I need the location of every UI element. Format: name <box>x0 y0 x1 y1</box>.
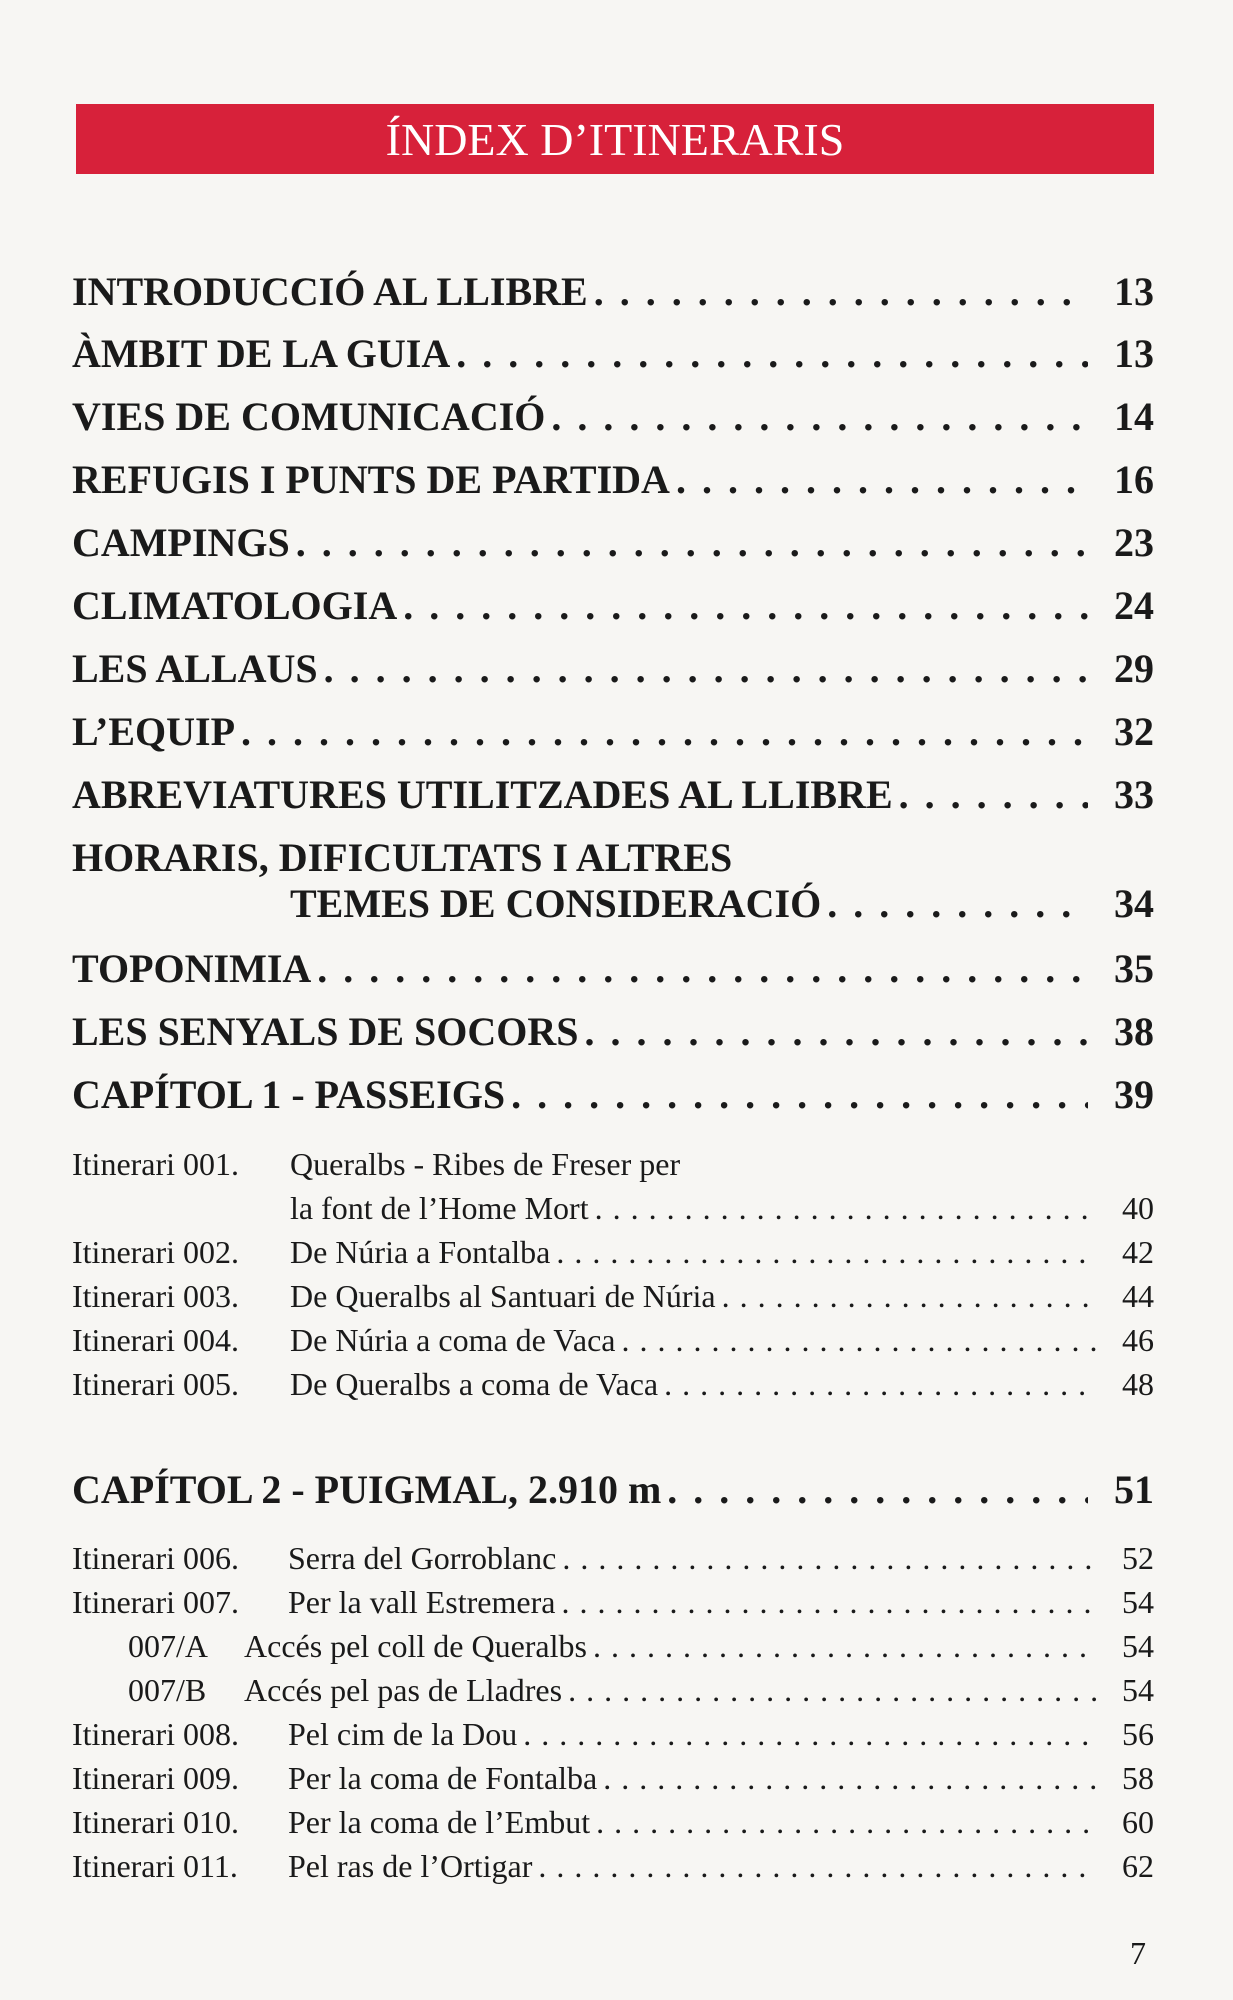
dot-leader <box>538 1848 1098 1885</box>
itinerari-page: 62 <box>1122 1848 1154 1884</box>
toc-entry-label: ÀMBIT DE LA GUIA <box>72 331 451 376</box>
itinerari-007b <box>128 1672 1154 1712</box>
itinerari-code: 007/B <box>128 1672 207 1708</box>
dot-leader <box>456 330 1088 377</box>
itinerari-label: De Núria a Fontalba <box>290 1234 551 1270</box>
itinerari-code: Itinerari 003. <box>72 1278 240 1314</box>
itinerari-code: Itinerari 007. <box>72 1584 240 1620</box>
dot-leader <box>296 519 1088 566</box>
toc-entry-campings <box>72 519 1154 569</box>
toc-entry-page: 23 <box>1114 520 1154 565</box>
itinerari-label: Accés pel pas de Lladres <box>244 1672 563 1708</box>
itinerari-004 <box>72 1322 1154 1362</box>
itinerari-001-code: Itinerari 001. <box>72 1146 240 1182</box>
itinerari-page: 58 <box>1122 1760 1154 1796</box>
dot-leader <box>523 1716 1098 1753</box>
itinerari-010 <box>72 1804 1154 1844</box>
toc-entry-horaris <box>290 880 1154 930</box>
toc-entry-label: TEMES DE CONSIDERACIÓ <box>290 881 822 926</box>
toc-entry-capitol-2 <box>72 1466 1154 1516</box>
dot-leader <box>556 1234 1098 1271</box>
index-title: ÍNDEX D’ITINERARIS <box>385 113 845 165</box>
itinerari-007 <box>72 1584 1154 1624</box>
toc-entry-introduccio <box>72 268 1154 318</box>
toc-entry-label: CAMPINGS <box>72 520 290 565</box>
toc-entry-page: 32 <box>1114 709 1154 754</box>
dot-leader <box>595 1190 1098 1227</box>
itinerari-code: Itinerari 004. <box>72 1322 240 1358</box>
itinerari-page: 46 <box>1122 1322 1154 1358</box>
dot-leader <box>568 1672 1098 1709</box>
toc-entry-page: 13 <box>1114 331 1154 376</box>
itinerari-label: Pel cim de la Dou <box>288 1716 518 1752</box>
itinerari-code: Itinerari 002. <box>72 1234 240 1270</box>
toc-entry-page: 39 <box>1114 1072 1154 1117</box>
toc-entry-equip <box>72 708 1154 758</box>
itinerari-label: la font de l’Home Mort <box>290 1190 589 1226</box>
itinerari-label: De Queralbs a coma de Vaca <box>290 1366 659 1402</box>
toc-entry-socors <box>72 1008 1154 1058</box>
dot-leader <box>667 1466 1088 1513</box>
itinerari-001 <box>290 1190 1154 1230</box>
itinerari-code: Itinerari 009. <box>72 1760 240 1796</box>
itinerari-011 <box>72 1848 1154 1888</box>
itinerari-code: Itinerari 005. <box>72 1366 240 1402</box>
toc-entry-page: 51 <box>1114 1467 1154 1512</box>
itinerari-page: 42 <box>1122 1234 1154 1270</box>
toc-entry-label: CAPÍTOL 1 - PASSEIGS <box>72 1072 506 1117</box>
itinerari-label: De Queralbs al Santuari de Núria <box>290 1278 716 1314</box>
page-number: 7 <box>1130 1935 1146 1971</box>
toc-entry-page: 14 <box>1114 394 1154 439</box>
toc-entry-label: CAPÍTOL 2 - PUIGMAL, 2.910 m <box>72 1467 662 1512</box>
dot-leader <box>403 582 1088 629</box>
itinerari-008 <box>72 1716 1154 1756</box>
dot-leader <box>664 1366 1098 1403</box>
dot-leader <box>511 1071 1088 1118</box>
itinerari-code: 007/A <box>128 1628 208 1664</box>
toc-entry-page: 29 <box>1114 646 1154 691</box>
itinerari-label: Per la coma de l’Embut <box>288 1804 591 1840</box>
toc-entry-page: 33 <box>1114 772 1154 817</box>
itinerari-006 <box>72 1540 1154 1580</box>
itinerari-001-line1: Queralbs - Ribes de Freser per <box>290 1146 681 1182</box>
toc-entry-label: L’EQUIP <box>72 709 236 754</box>
toc-entry-ambit <box>72 330 1154 380</box>
toc-entry-label: VIES DE COMUNICACIÓ <box>72 394 546 439</box>
dot-leader <box>594 268 1088 315</box>
itinerari-code: Itinerari 011. <box>72 1848 238 1884</box>
dot-leader <box>827 880 1088 927</box>
toc-entry-allaus <box>72 645 1154 695</box>
toc-entry-vies <box>72 393 1154 443</box>
toc-entry-label: LES ALLAUS <box>72 646 318 691</box>
itinerari-009 <box>72 1760 1154 1800</box>
toc-entry-horaris-line1: HORARIS, DIFICULTATS I ALTRES <box>72 835 733 880</box>
itinerari-page: 52 <box>1122 1540 1154 1576</box>
dot-leader <box>899 771 1088 818</box>
toc-entry-abreviatures <box>72 771 1154 821</box>
itinerari-007a <box>128 1628 1154 1668</box>
index-title-banner <box>76 104 1154 174</box>
dot-leader <box>621 1322 1098 1359</box>
toc-entry-label: ABREVIATURES UTILITZADES AL LLIBRE <box>72 772 893 817</box>
dot-leader <box>324 645 1088 692</box>
itinerari-code: Itinerari 006. <box>72 1540 240 1576</box>
dot-leader <box>562 1540 1098 1577</box>
itinerari-page: 44 <box>1122 1278 1154 1314</box>
dot-leader <box>561 1584 1098 1621</box>
dot-leader <box>722 1278 1098 1315</box>
dot-leader <box>551 393 1088 440</box>
toc-entry-toponimia <box>72 945 1154 995</box>
itinerari-page: 54 <box>1122 1584 1154 1620</box>
toc-entry-page: 24 <box>1114 583 1154 628</box>
itinerari-label: Per la coma de Fontalba <box>288 1760 598 1796</box>
itinerari-page: 60 <box>1122 1804 1154 1840</box>
toc-entry-label: TOPONIMIA <box>72 946 312 991</box>
itinerari-page: 40 <box>1122 1190 1154 1226</box>
itinerari-page: 54 <box>1122 1628 1154 1664</box>
toc-entry-label: LES SENYALS DE SOCORS <box>72 1009 579 1054</box>
dot-leader <box>676 456 1088 503</box>
dot-leader <box>585 1008 1088 1055</box>
itinerari-code: Itinerari 008. <box>72 1716 240 1752</box>
toc-entry-label: REFUGIS I PUNTS DE PARTIDA <box>72 457 670 502</box>
itinerari-005 <box>72 1366 1154 1406</box>
dot-leader <box>593 1628 1098 1665</box>
toc-entry-page: 35 <box>1114 946 1154 991</box>
toc-entry-label: INTRODUCCIÓ AL LLIBRE <box>72 269 588 314</box>
dot-leader <box>241 708 1088 755</box>
itinerari-003 <box>72 1278 1154 1318</box>
itinerari-002 <box>72 1234 1154 1274</box>
toc-entry-capitol-1 <box>72 1071 1154 1121</box>
itinerari-label: De Núria a coma de Vaca <box>290 1322 616 1358</box>
itinerari-page: 48 <box>1122 1366 1154 1402</box>
itinerari-code: Itinerari 010. <box>72 1804 240 1840</box>
dot-leader <box>603 1760 1098 1797</box>
toc-entry-page: 13 <box>1114 269 1154 314</box>
dot-leader <box>317 945 1088 992</box>
itinerari-page: 56 <box>1122 1716 1154 1752</box>
dot-leader <box>596 1804 1098 1841</box>
toc-entry-page: 38 <box>1114 1009 1154 1054</box>
itinerari-page: 54 <box>1122 1672 1154 1708</box>
itinerari-label: Accés pel coll de Queralbs <box>244 1628 587 1664</box>
toc-entry-page: 16 <box>1114 457 1154 502</box>
toc-entry-label: CLIMATOLOGIA <box>72 583 398 628</box>
toc-entry-climatologia <box>72 582 1154 632</box>
toc-entry-refugis <box>72 456 1154 506</box>
itinerari-label: Pel ras de l’Ortigar <box>288 1848 533 1884</box>
toc-entry-page: 34 <box>1114 881 1154 926</box>
itinerari-label: Serra del Gorroblanc <box>288 1540 557 1576</box>
itinerari-label: Per la vall Estremera <box>288 1584 556 1620</box>
